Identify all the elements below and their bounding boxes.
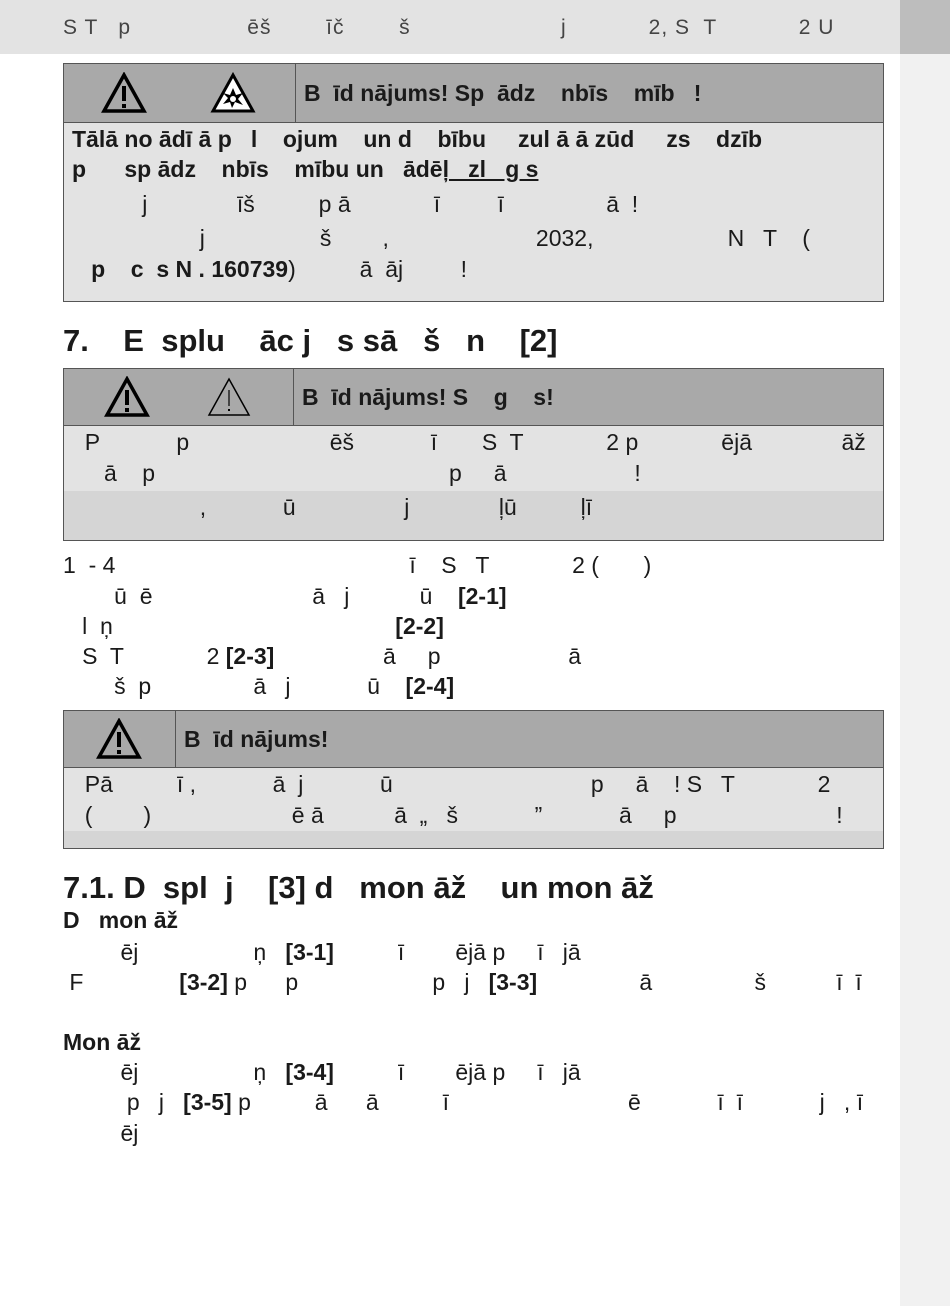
attention-icon-cell: [64, 711, 176, 767]
mon-step-line: [63, 1059, 581, 1086]
step-text: l ņ: [63, 613, 350, 639]
caution-text-line: P p ēš ī S T 2 p ējā āž: [72, 429, 866, 455]
side-margin-strip: [900, 54, 950, 1306]
figure-reference: [2-4]: [405, 673, 455, 699]
warning-text-line: j š , 2032, N T (: [72, 225, 810, 251]
figure-reference: [2-2]: [395, 613, 444, 639]
step-text: ā š ī ī: [537, 969, 862, 995]
step-text: ēj ņ: [63, 1059, 286, 1085]
caution-text-line: ā p p ā !: [72, 460, 641, 486]
warning-text-part: p sp ādz nbīs mību un ādēļ: [72, 156, 449, 182]
figure-reference: [2-3]: [225, 643, 275, 669]
explosion-warning-box: [63, 63, 884, 302]
section-7-1-heading: 7.1. D spl j [3] d mon āž un mon āž: [63, 870, 654, 905]
step-line: [63, 643, 581, 670]
step-text: p ā ā ī ē ī ī j , ī: [231, 1089, 864, 1115]
step-line: [63, 613, 444, 640]
warning-triangle-icon: [96, 718, 142, 760]
step-text: S T 2: [63, 643, 226, 669]
caution-outline-icon: [206, 376, 252, 418]
step-text: ū ē ā j ū: [63, 583, 458, 609]
attention-title: B īd nājums!: [184, 726, 329, 752]
caution-icons-cell: [64, 369, 294, 425]
underlined-phrase: zl g s: [448, 156, 539, 182]
dem-step-line: [63, 939, 581, 966]
step-text: ī ējā p ī jā: [333, 939, 581, 965]
figure-reference: [2-1]: [457, 583, 507, 609]
warning-triangle-icon: [101, 72, 147, 114]
figure-reference: [3-5]: [183, 1089, 232, 1115]
step-text: p p p j: [227, 969, 489, 995]
step-text: ī ējā p ī jā: [333, 1059, 581, 1085]
demontaza-heading: D mon āž: [63, 907, 179, 933]
caution-header: [64, 369, 883, 426]
section-7-heading: 7. E splu āc j s sā š n [2]: [63, 323, 558, 358]
caution-title: B īd nājums! S g s!: [302, 384, 554, 410]
attention-band: [64, 831, 883, 848]
warning-text-line: Tālā no ādī ā p l ojum un d bību zul ā ā zūd zs dzīb: [72, 126, 763, 152]
caution-box: [63, 368, 884, 541]
steps-intro-line: 1 - 4 ī S T 2 ( ): [63, 552, 652, 578]
warning-text-part: ) ā āj !: [288, 256, 468, 282]
montaza-heading: Mon āž: [63, 1029, 141, 1055]
mon-step-line: ēj: [63, 1120, 139, 1146]
step-text: ā p ā: [274, 643, 582, 669]
step-line: [63, 673, 454, 700]
warning-triangle-icon: [104, 376, 150, 418]
warning-title: B īd nājums! Sp ādz nbīs mīb !: [304, 80, 702, 106]
running-title: S T p ēš īč š j 2, S T 2 U: [63, 16, 835, 39]
warning-header: [64, 64, 883, 123]
caution-text-line: , ū j ļū ļī: [72, 494, 593, 520]
page-tab: [900, 0, 950, 54]
explosion-hazard-icon: [210, 72, 256, 114]
step-text: F: [63, 969, 180, 995]
mon-step-line: [63, 1089, 863, 1116]
attention-text-line: ( ) ē ā ā „ š ” ā p !: [72, 802, 843, 828]
figure-reference: [3-4]: [285, 1059, 334, 1085]
warning-text-line: [72, 256, 467, 283]
step-text: ēj ņ: [63, 939, 286, 965]
certificate-number: p c s N . 160739: [72, 256, 289, 282]
warning-icons-cell: [64, 64, 296, 122]
step-line: [63, 583, 507, 610]
warning-text-line: j īš p ā ī ī ā !: [72, 191, 639, 217]
step-text: p j: [63, 1089, 184, 1115]
figure-reference: [3-3]: [488, 969, 538, 995]
attention-box: [63, 710, 884, 849]
figure-reference: [3-1]: [285, 939, 334, 965]
step-text: š p ā j ū: [63, 673, 406, 699]
warning-text-line: [72, 156, 538, 183]
figure-reference: [3-2]: [179, 969, 228, 995]
attention-text-line: Pā ī , ā j ū p ā ! S T 2: [72, 771, 831, 797]
dem-step-line: [63, 969, 862, 996]
attention-header: [64, 711, 883, 768]
